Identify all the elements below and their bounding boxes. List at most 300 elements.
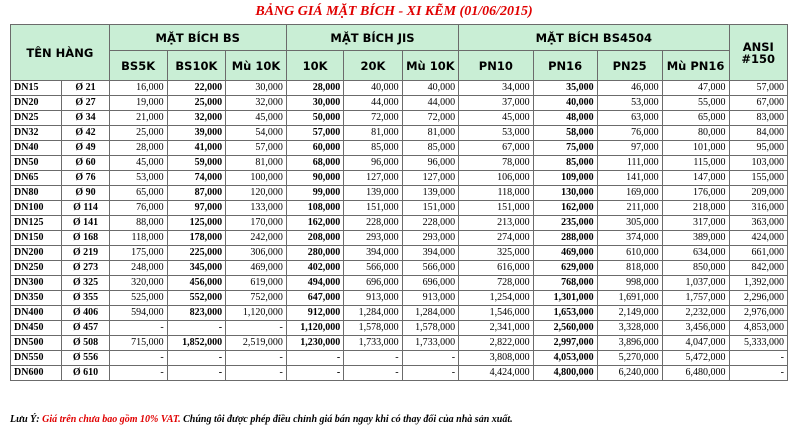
price-cell: 213,000 — [459, 216, 533, 231]
price-cell: 85,000 — [533, 156, 597, 171]
price-cell: 306,000 — [226, 246, 287, 261]
header-sub: 20K — [344, 51, 402, 81]
price-cell: 2,822,000 — [459, 336, 533, 351]
price-cell: 4,800,000 — [533, 366, 597, 381]
price-cell: 525,000 — [109, 291, 167, 306]
table-row — [11, 186, 788, 201]
header-item: TÊN HÀNG — [11, 25, 110, 81]
price-cell: 913,000 — [344, 291, 402, 306]
price-cell: 68,000 — [286, 156, 343, 171]
diameter-label: Ø 325 — [62, 276, 109, 291]
price-cell: 30,000 — [286, 96, 343, 111]
price-cell: 67,000 — [729, 96, 787, 111]
price-cell: 402,000 — [286, 261, 343, 276]
price-cell: 274,000 — [459, 231, 533, 246]
price-cell: 40,000 — [402, 81, 458, 96]
diameter-label: Ø 21 — [62, 81, 109, 96]
price-cell: 74,000 — [167, 171, 225, 186]
table-row — [11, 336, 788, 351]
size-label: DN150 — [11, 231, 62, 246]
price-cell: 88,000 — [109, 216, 167, 231]
price-cell: 32,000 — [167, 111, 225, 126]
price-cell: 170,000 — [226, 216, 287, 231]
price-cell: 5,333,000 — [729, 336, 787, 351]
price-cell: 4,424,000 — [459, 366, 533, 381]
price-cell: 629,000 — [533, 261, 597, 276]
price-cell: 456,000 — [167, 276, 225, 291]
price-cell: - — [226, 321, 287, 336]
price-cell: 1,392,000 — [729, 276, 787, 291]
price-cell: 3,456,000 — [662, 321, 729, 336]
price-cell: 57,000 — [286, 126, 343, 141]
price-cell: 44,000 — [402, 96, 458, 111]
price-cell: 99,000 — [286, 186, 343, 201]
price-cell: 1,733,000 — [402, 336, 458, 351]
header-sub: Mù 10K — [402, 51, 458, 81]
price-cell: 28,000 — [109, 141, 167, 156]
price-cell: 87,000 — [167, 186, 225, 201]
price-cell: 100,000 — [226, 171, 287, 186]
table-row — [11, 216, 788, 231]
price-cell: 768,000 — [533, 276, 597, 291]
header-sub: PN25 — [597, 51, 662, 81]
price-cell: 1,230,000 — [286, 336, 343, 351]
price-cell: 209,000 — [729, 186, 787, 201]
size-label: DN200 — [11, 246, 62, 261]
price-cell: 151,000 — [344, 201, 402, 216]
diameter-label: Ø 508 — [62, 336, 109, 351]
price-cell: 28,000 — [286, 81, 343, 96]
price-cell: - — [226, 366, 287, 381]
price-cell: 389,000 — [662, 231, 729, 246]
table-row — [11, 306, 788, 321]
price-cell: 325,000 — [459, 246, 533, 261]
size-label: DN80 — [11, 186, 62, 201]
price-cell: 78,000 — [459, 156, 533, 171]
price-cell: 374,000 — [597, 231, 662, 246]
price-cell: - — [344, 366, 402, 381]
price-cell: 37,000 — [459, 96, 533, 111]
price-cell: 106,000 — [459, 171, 533, 186]
price-cell: 424,000 — [729, 231, 787, 246]
header-sub: Mù PN16 — [662, 51, 729, 81]
size-label: DN300 — [11, 276, 62, 291]
header-sub: Mù 10K — [226, 51, 287, 81]
price-cell: 3,328,000 — [597, 321, 662, 336]
price-cell: 97,000 — [597, 141, 662, 156]
price-cell: 109,000 — [533, 171, 597, 186]
price-cell: 127,000 — [344, 171, 402, 186]
price-cell: 46,000 — [597, 81, 662, 96]
price-cell: 97,000 — [167, 201, 225, 216]
price-cell: 566,000 — [402, 261, 458, 276]
price-rows — [11, 81, 788, 381]
price-cell: 178,000 — [167, 231, 225, 246]
price-cell: 103,000 — [729, 156, 787, 171]
price-cell: 141,000 — [597, 171, 662, 186]
table-row — [11, 111, 788, 126]
price-cell: 818,000 — [597, 261, 662, 276]
diameter-label: Ø 406 — [62, 306, 109, 321]
table-row — [11, 126, 788, 141]
header-sub: PN10 — [459, 51, 533, 81]
price-cell: 2,976,000 — [729, 306, 787, 321]
price-cell: 41,000 — [167, 141, 225, 156]
price-cell: 305,000 — [597, 216, 662, 231]
page-title: BẢNG GIÁ MẶT BÍCH - XI KẼM (01/06/2015) — [255, 4, 533, 19]
price-cell: 696,000 — [402, 276, 458, 291]
size-label: DN125 — [11, 216, 62, 231]
price-cell: 363,000 — [729, 216, 787, 231]
table-row — [11, 171, 788, 186]
price-cell: 4,053,000 — [533, 351, 597, 366]
price-cell: 57,000 — [226, 141, 287, 156]
price-cell: 53,000 — [109, 171, 167, 186]
price-cell: 47,000 — [662, 81, 729, 96]
price-cell: 40,000 — [533, 96, 597, 111]
table-row — [11, 321, 788, 336]
price-cell: 1,120,000 — [286, 321, 343, 336]
price-cell: 2,997,000 — [533, 336, 597, 351]
price-cell: 619,000 — [226, 276, 287, 291]
table-row — [11, 141, 788, 156]
price-cell: 6,480,000 — [662, 366, 729, 381]
table-row — [11, 291, 788, 306]
price-cell: 101,000 — [662, 141, 729, 156]
price-cell: 6,240,000 — [597, 366, 662, 381]
price-cell: 1,546,000 — [459, 306, 533, 321]
price-cell: 225,000 — [167, 246, 225, 261]
price-cell: 35,000 — [533, 81, 597, 96]
size-label: DN15 — [11, 81, 62, 96]
header-group-ansi: ANSI #150 — [729, 25, 787, 81]
size-label: DN50 — [11, 156, 62, 171]
price-cell: - — [109, 351, 167, 366]
price-cell: - — [167, 321, 225, 336]
price-cell: 394,000 — [402, 246, 458, 261]
price-cell: 316,000 — [729, 201, 787, 216]
price-cell: 40,000 — [344, 81, 402, 96]
price-cell: 130,000 — [533, 186, 597, 201]
header-sub: PN16 — [533, 51, 597, 81]
price-cell: 53,000 — [597, 96, 662, 111]
price-cell: 85,000 — [344, 141, 402, 156]
price-cell: 81,000 — [402, 126, 458, 141]
price-cell: 59,000 — [167, 156, 225, 171]
price-cell: 752,000 — [226, 291, 287, 306]
price-cell: 139,000 — [402, 186, 458, 201]
price-cell: 696,000 — [344, 276, 402, 291]
price-cell: 176,000 — [662, 186, 729, 201]
price-cell: 90,000 — [286, 171, 343, 186]
price-cell: 2,296,000 — [729, 291, 787, 306]
size-label: DN450 — [11, 321, 62, 336]
price-cell: 76,000 — [597, 126, 662, 141]
price-cell: 1,578,000 — [402, 321, 458, 336]
price-cell: 58,000 — [533, 126, 597, 141]
price-cell: 63,000 — [597, 111, 662, 126]
price-cell: 50,000 — [286, 111, 343, 126]
price-cell: 1,852,000 — [167, 336, 225, 351]
diameter-label: Ø 355 — [62, 291, 109, 306]
table-row — [11, 366, 788, 381]
price-cell: 228,000 — [344, 216, 402, 231]
size-label: DN65 — [11, 171, 62, 186]
price-cell: 2,232,000 — [662, 306, 729, 321]
price-cell: 85,000 — [402, 141, 458, 156]
price-cell: 30,000 — [226, 81, 287, 96]
diameter-label: Ø 76 — [62, 171, 109, 186]
size-label: DN32 — [11, 126, 62, 141]
price-cell: 155,000 — [729, 171, 787, 186]
price-cell: 19,000 — [109, 96, 167, 111]
price-cell: 72,000 — [344, 111, 402, 126]
price-cell: 235,000 — [533, 216, 597, 231]
price-cell: 25,000 — [109, 126, 167, 141]
price-cell: 661,000 — [729, 246, 787, 261]
price-cell: 118,000 — [459, 186, 533, 201]
price-cell: 21,000 — [109, 111, 167, 126]
price-cell: 317,000 — [662, 216, 729, 231]
price-cell: 1,284,000 — [402, 306, 458, 321]
diameter-label: Ø 219 — [62, 246, 109, 261]
price-cell: 228,000 — [402, 216, 458, 231]
size-label: DN500 — [11, 336, 62, 351]
price-cell: 147,000 — [662, 171, 729, 186]
price-cell: 552,000 — [167, 291, 225, 306]
price-cell: 4,853,000 — [729, 321, 787, 336]
price-cell: 998,000 — [597, 276, 662, 291]
price-cell: 1,284,000 — [344, 306, 402, 321]
price-cell: 288,000 — [533, 231, 597, 246]
header-sub: 10K — [286, 51, 343, 81]
price-cell: 1,120,000 — [226, 306, 287, 321]
footnote-highlight: Giá trên chưa bao gồm 10% VAT. — [42, 414, 181, 425]
table-row — [11, 201, 788, 216]
price-cell: 912,000 — [286, 306, 343, 321]
diameter-label: Ø 114 — [62, 201, 109, 216]
price-cell: 111,000 — [597, 156, 662, 171]
price-cell: 81,000 — [344, 126, 402, 141]
header-group-jis: MẶT BÍCH JIS — [286, 25, 458, 51]
price-cell: 4,047,000 — [662, 336, 729, 351]
price-cell: 842,000 — [729, 261, 787, 276]
diameter-label: Ø 90 — [62, 186, 109, 201]
price-cell: 169,000 — [597, 186, 662, 201]
diameter-label: Ø 42 — [62, 126, 109, 141]
price-cell: - — [286, 351, 343, 366]
price-cell: 76,000 — [109, 201, 167, 216]
price-cell: 125,000 — [167, 216, 225, 231]
price-cell: 65,000 — [662, 111, 729, 126]
table-row — [11, 81, 788, 96]
price-cell: 2,560,000 — [533, 321, 597, 336]
price-cell: 96,000 — [402, 156, 458, 171]
price-cell: 1,757,000 — [662, 291, 729, 306]
size-label: DN600 — [11, 366, 62, 381]
price-cell: 647,000 — [286, 291, 343, 306]
price-cell: 127,000 — [402, 171, 458, 186]
price-cell: 120,000 — [226, 186, 287, 201]
price-cell: 39,000 — [167, 126, 225, 141]
price-cell: - — [167, 366, 225, 381]
price-cell: 54,000 — [226, 126, 287, 141]
price-cell: 16,000 — [109, 81, 167, 96]
size-label: DN550 — [11, 351, 62, 366]
size-label: DN400 — [11, 306, 62, 321]
diameter-label: Ø 168 — [62, 231, 109, 246]
price-cell: 108,000 — [286, 201, 343, 216]
price-cell: 634,000 — [662, 246, 729, 261]
size-label: DN250 — [11, 261, 62, 276]
price-cell: 280,000 — [286, 246, 343, 261]
price-cell: 2,341,000 — [459, 321, 533, 336]
price-cell: 823,000 — [167, 306, 225, 321]
size-label: DN350 — [11, 291, 62, 306]
diameter-label: Ø 27 — [62, 96, 109, 111]
price-cell: 60,000 — [286, 141, 343, 156]
price-cell: 55,000 — [662, 96, 729, 111]
price-cell: 3,896,000 — [597, 336, 662, 351]
price-cell: 118,000 — [109, 231, 167, 246]
price-cell: 208,000 — [286, 231, 343, 246]
price-cell: 293,000 — [402, 231, 458, 246]
price-cell: 115,000 — [662, 156, 729, 171]
price-cell: 48,000 — [533, 111, 597, 126]
diameter-label: Ø 141 — [62, 216, 109, 231]
price-cell: 175,000 — [109, 246, 167, 261]
price-cell: - — [344, 351, 402, 366]
diameter-label: Ø 49 — [62, 141, 109, 156]
price-cell: 133,000 — [226, 201, 287, 216]
table-row — [11, 276, 788, 291]
size-label: DN100 — [11, 201, 62, 216]
price-cell: 75,000 — [533, 141, 597, 156]
price-cell: 218,000 — [662, 201, 729, 216]
price-cell: 242,000 — [226, 231, 287, 246]
price-cell: 320,000 — [109, 276, 167, 291]
price-cell: 34,000 — [459, 81, 533, 96]
price-cell: - — [167, 351, 225, 366]
price-cell: - — [729, 366, 787, 381]
price-cell: 22,000 — [167, 81, 225, 96]
price-cell: 67,000 — [459, 141, 533, 156]
diameter-label: Ø 34 — [62, 111, 109, 126]
price-cell: 1,691,000 — [597, 291, 662, 306]
price-cell: 5,472,000 — [662, 351, 729, 366]
price-cell: 469,000 — [226, 261, 287, 276]
price-cell: 728,000 — [459, 276, 533, 291]
diameter-label: Ø 273 — [62, 261, 109, 276]
price-cell: 211,000 — [597, 201, 662, 216]
price-cell: 45,000 — [109, 156, 167, 171]
price-cell: 3,808,000 — [459, 351, 533, 366]
price-cell: 610,000 — [597, 246, 662, 261]
size-label: DN25 — [11, 111, 62, 126]
price-cell: - — [109, 321, 167, 336]
price-cell: - — [402, 366, 458, 381]
price-cell: 850,000 — [662, 261, 729, 276]
table-row — [11, 156, 788, 171]
price-cell: 80,000 — [662, 126, 729, 141]
price-cell: 95,000 — [729, 141, 787, 156]
price-cell: 44,000 — [344, 96, 402, 111]
diameter-label: Ø 60 — [62, 156, 109, 171]
price-cell: - — [729, 351, 787, 366]
price-cell: 5,270,000 — [597, 351, 662, 366]
price-cell: 162,000 — [533, 201, 597, 216]
diameter-label: Ø 457 — [62, 321, 109, 336]
diameter-label: Ø 556 — [62, 351, 109, 366]
price-cell: 345,000 — [167, 261, 225, 276]
price-cell: 1,578,000 — [344, 321, 402, 336]
price-cell: - — [226, 351, 287, 366]
price-cell: 494,000 — [286, 276, 343, 291]
price-cell: 1,733,000 — [344, 336, 402, 351]
price-cell: 248,000 — [109, 261, 167, 276]
diameter-label: Ø 610 — [62, 366, 109, 381]
table-row — [11, 96, 788, 111]
price-cell: 53,000 — [459, 126, 533, 141]
price-cell: - — [286, 366, 343, 381]
price-cell: - — [402, 351, 458, 366]
footnote-text: Chúng tôi được phép điều chỉnh giá bán ngay khi có thay đổi của nhà sản xuất. — [180, 414, 513, 425]
price-cell: 1,653,000 — [533, 306, 597, 321]
price-cell: 57,000 — [729, 81, 787, 96]
price-cell: 913,000 — [402, 291, 458, 306]
price-cell: 83,000 — [729, 111, 787, 126]
price-cell: 32,000 — [226, 96, 287, 111]
price-cell: 616,000 — [459, 261, 533, 276]
table-row — [11, 231, 788, 246]
price-cell: - — [109, 366, 167, 381]
table-row — [11, 351, 788, 366]
price-cell: 162,000 — [286, 216, 343, 231]
footnote — [10, 412, 788, 428]
table-row — [11, 261, 788, 276]
footnote-label: Lưu Ý: — [10, 414, 43, 425]
price-cell: 25,000 — [167, 96, 225, 111]
price-cell: 566,000 — [344, 261, 402, 276]
price-cell: 715,000 — [109, 336, 167, 351]
price-cell: 594,000 — [109, 306, 167, 321]
price-cell: 293,000 — [344, 231, 402, 246]
price-cell: 469,000 — [533, 246, 597, 261]
price-cell: 45,000 — [459, 111, 533, 126]
price-cell: 139,000 — [344, 186, 402, 201]
price-cell: 394,000 — [344, 246, 402, 261]
price-cell: 45,000 — [226, 111, 287, 126]
price-cell: 2,149,000 — [597, 306, 662, 321]
price-cell: 1,301,000 — [533, 291, 597, 306]
header-group-bs4504: MẶT BÍCH BS4504 — [459, 25, 729, 51]
price-cell: 1,037,000 — [662, 276, 729, 291]
price-cell: 84,000 — [729, 126, 787, 141]
size-label: DN40 — [11, 141, 62, 156]
header-sub: BS5K — [109, 51, 167, 81]
price-table — [10, 24, 788, 381]
price-cell: 1,254,000 — [459, 291, 533, 306]
header-sub: BS10K — [167, 51, 225, 81]
price-cell: 65,000 — [109, 186, 167, 201]
price-cell: 2,519,000 — [226, 336, 287, 351]
price-cell: 151,000 — [402, 201, 458, 216]
price-cell: 81,000 — [226, 156, 287, 171]
table-row — [11, 246, 788, 261]
header-group-bs: MẶT BÍCH BS — [109, 25, 286, 51]
price-cell: 96,000 — [344, 156, 402, 171]
price-cell: 151,000 — [459, 201, 533, 216]
